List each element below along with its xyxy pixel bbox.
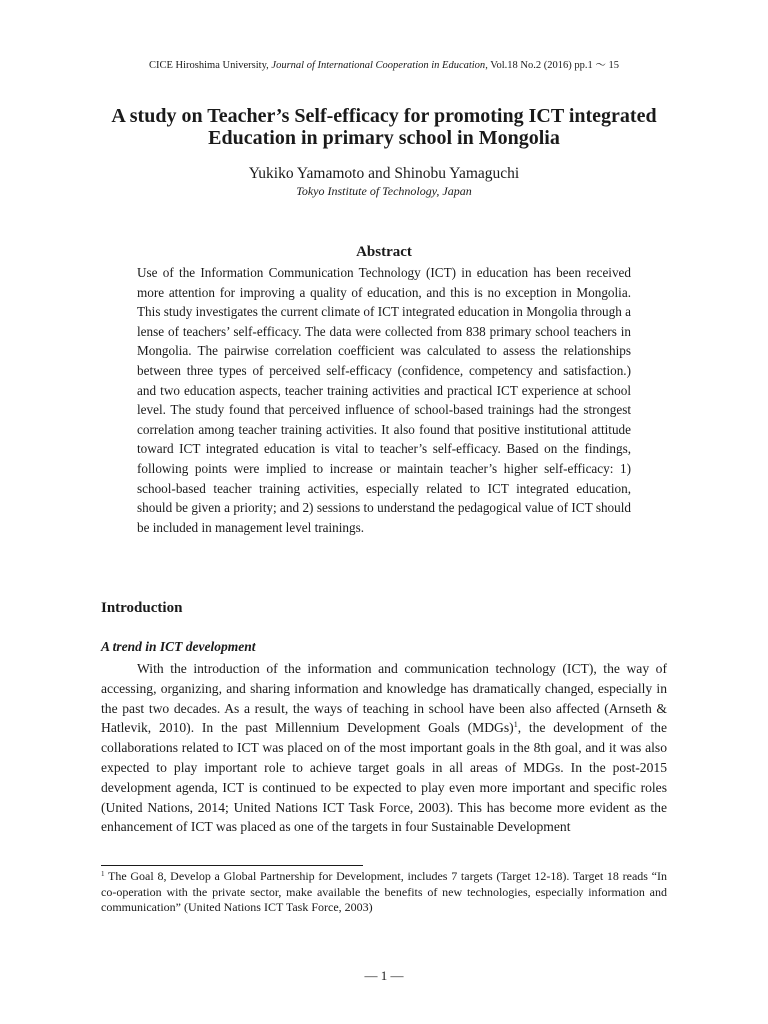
journal-header-suffix: , Vol.18 No.2 (2016) pp.1 ～ 15 xyxy=(485,60,619,71)
authors: Yukiko Yamamoto and Shinobu Yamaguchi xyxy=(248,165,520,182)
abstract-heading: Abstract xyxy=(356,244,412,260)
subsection-heading: A trend in ICT development xyxy=(101,639,256,654)
footnote-marker: 1 xyxy=(101,870,105,878)
journal-header-prefix: CICE Hiroshima University, xyxy=(149,60,272,71)
introduction-paragraph xyxy=(101,659,667,837)
footnote-divider xyxy=(101,865,363,866)
affiliation: Tokyo Institute of Technology, Japan xyxy=(296,184,472,198)
abstract-text: Use of the Information Communication Technology (ICT) in education has been received more attention for improving a quality of education, and this is no exception in Mongolia. This study investigates the current climate of ICT integrated education in Mongolia through a lense of teachers’ self-efficacy. The data were collected from 838 primary school teachers in Mongolia. The pairwise correlation coefficient was calculated to assess the relationships between three types of perceived self-efficacy (confidence, competency and satisfaction.) and two education aspects, teacher training activities and practical ICT experience at school level. The study found that perceived influence of school-based trainings had the strongest correlation among teacher training activities. It also found that positive institutional attitude toward ICT integrated education is vital to teacher’s self-efficacy. Based on the findings, following points were implied to increase or maintain teacher’s higher self-efficacy: 1) school-based teacher training activities, especially related to ICT integrated education, should be given a priority; and 2) sessions to understand the pedagogical value of ICT should be included in management level trainings. xyxy=(137,265,631,535)
paragraph-part-1: With the introduction of the information and communication technology (ICT), the way of accessing, organizing, and sharing information and knowledge has dramatically changed, especially in the past two decades. As a result, the ways of teaching in school have been also affected (Arnseth & Hatlevik, 2010). In the past Millennium Development Goals (MDGs) xyxy=(101,661,667,736)
paragraph-part-2: , the development of the collaborations related to ICT was placed on of the most important goals in the 8th goal, and it was also expected to play important role to achieve target goals in all areas of MDGs. In the post-2015 development agenda, ICT is continued to be expected to play even more important and specific roles (United Nations, 2014; United Nations ICT Task Force, 2003). This has become more evident as the enhancement of ICT was placed as one of the targets in four Sustainable Development xyxy=(101,720,667,835)
footnote-text: The Goal 8, Develop a Global Partnership for Development, includes 7 targets (Target 12-18). Target 18 reads “In co-operation with the private sector, make available the benefits of new technologies, especially information and communication” (United Nations ICT Task Force, 2003) xyxy=(101,869,667,914)
page-number: — 1 — xyxy=(364,968,404,983)
footnote xyxy=(101,869,667,916)
paper-title: A study on Teacher’s Self-efficacy for promoting ICT integrated Education in primary school in Mongolia xyxy=(111,105,657,149)
journal-header xyxy=(0,57,768,72)
footnote-reference: 1 xyxy=(513,720,518,730)
journal-name: Journal of International Cooperation in Education xyxy=(271,60,486,71)
introduction-heading: Introduction xyxy=(101,600,183,616)
